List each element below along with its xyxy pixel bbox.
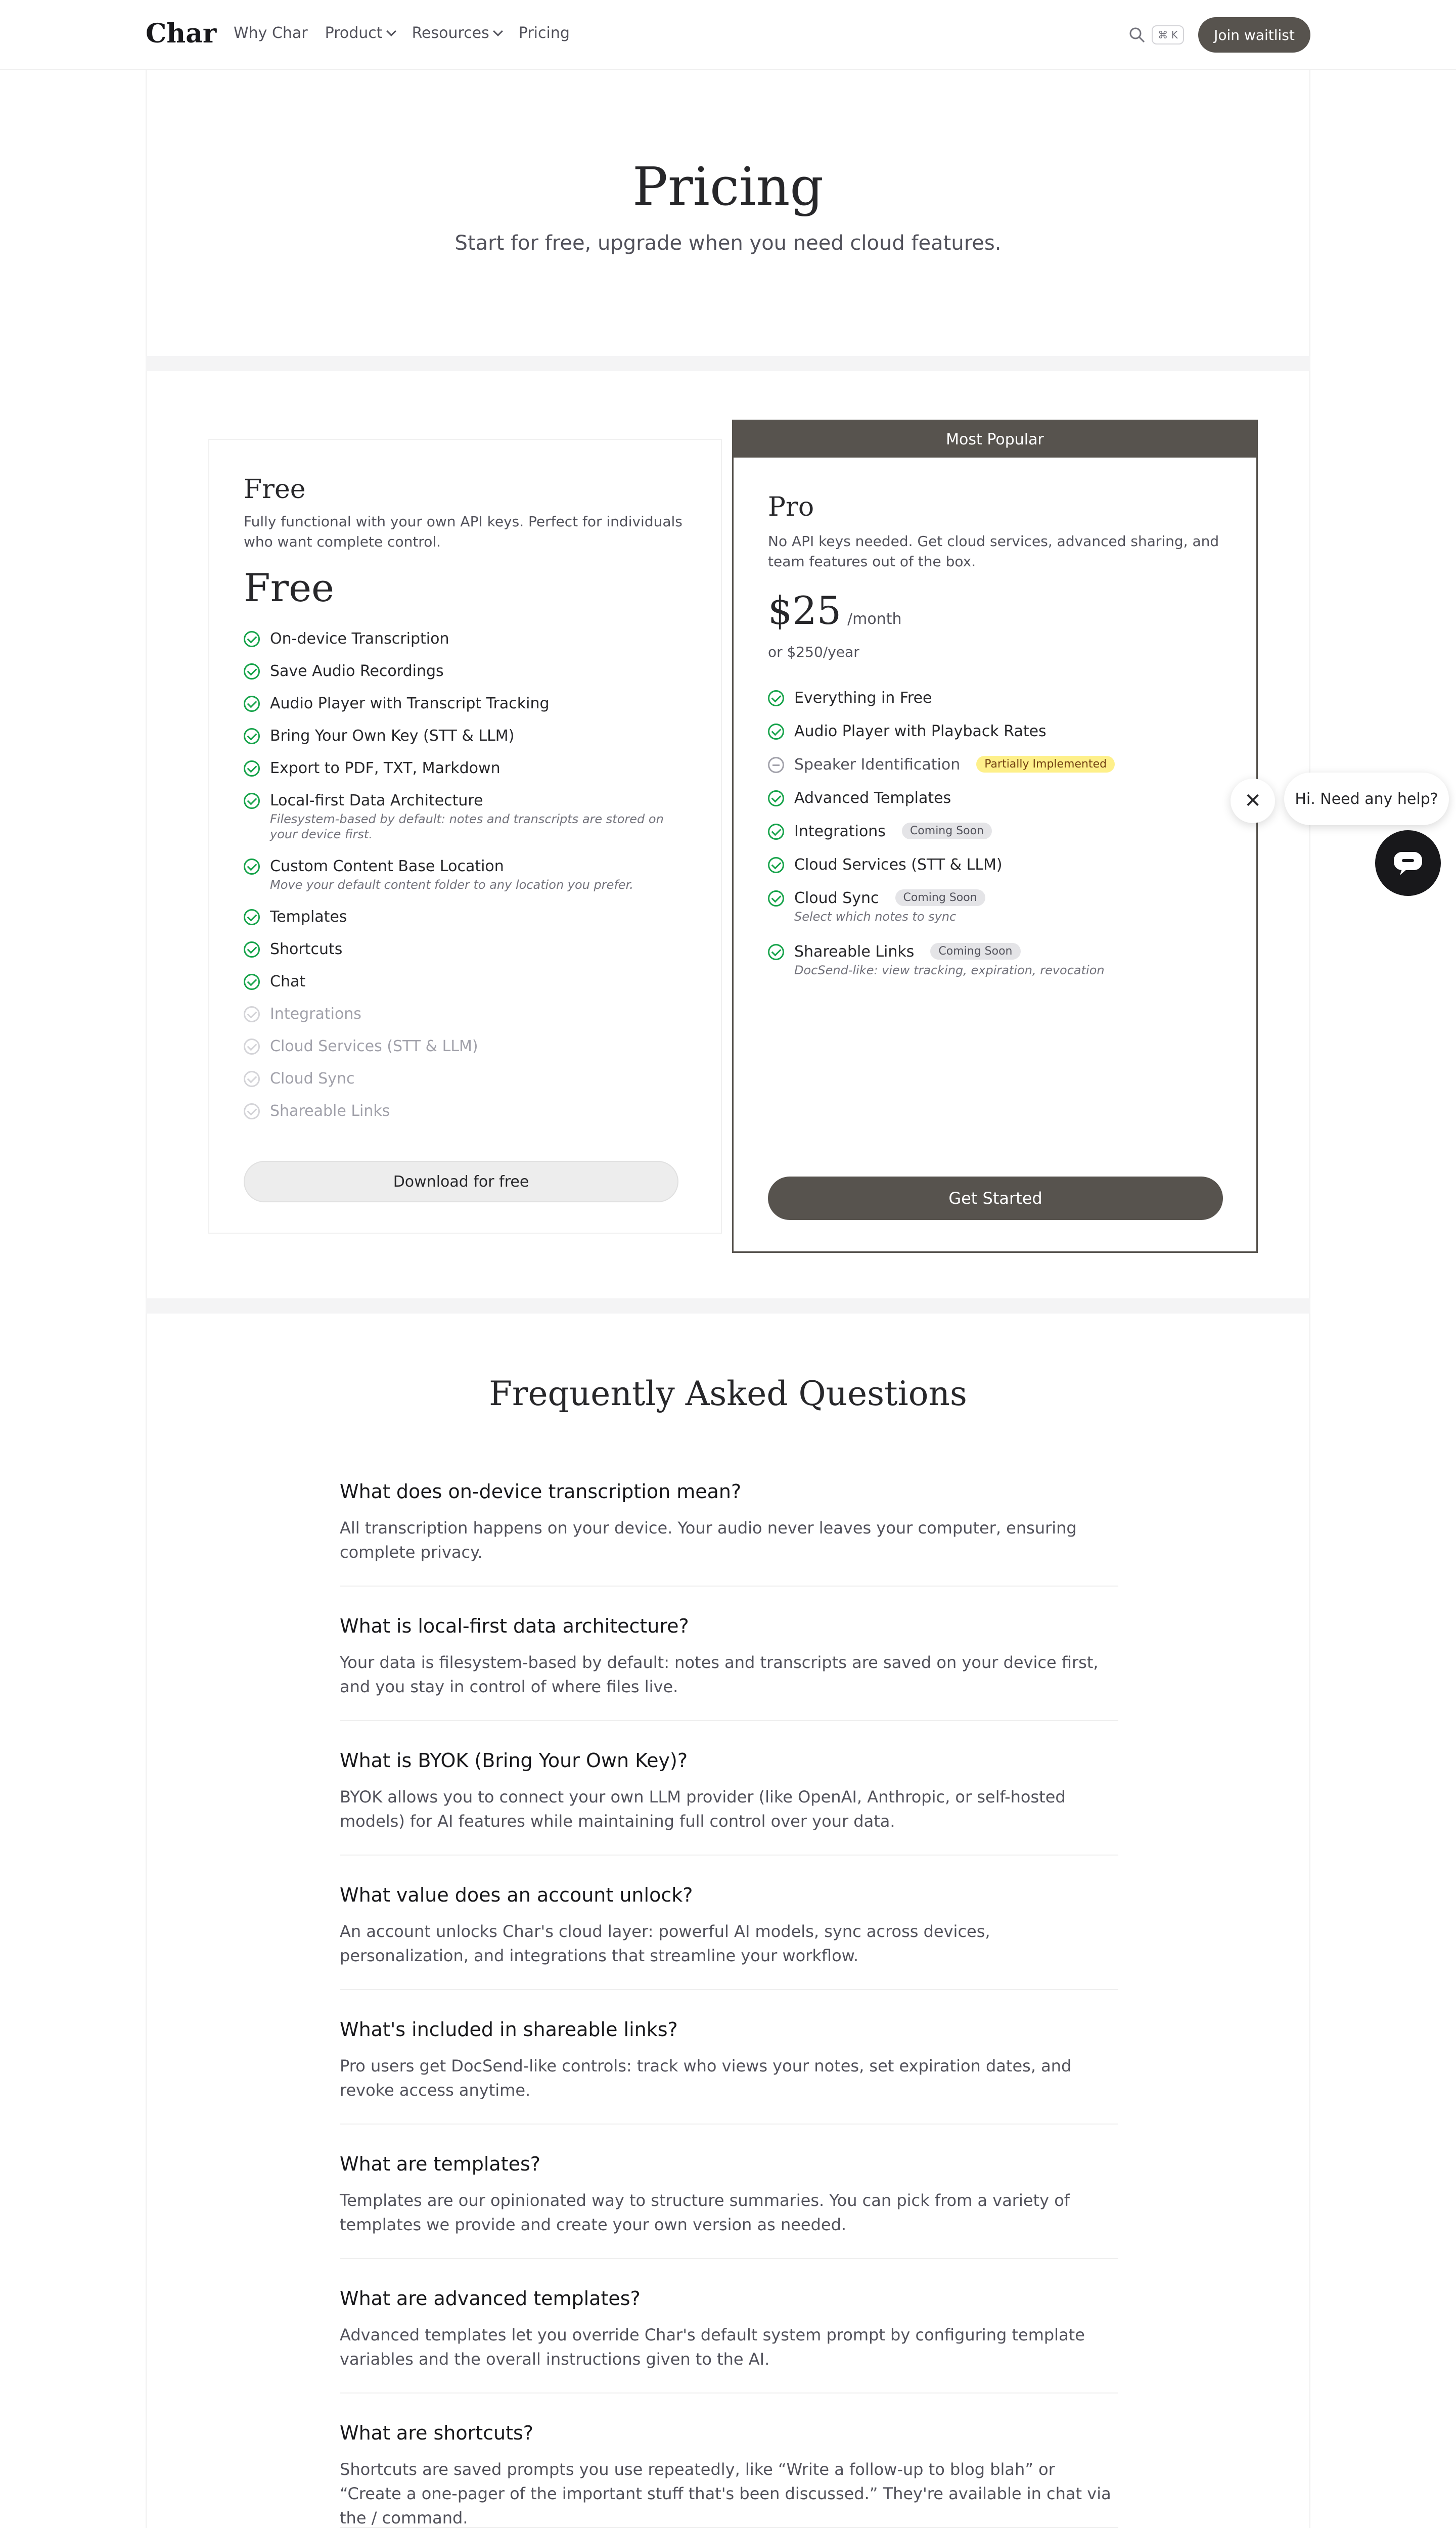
feature-label: Local-first Data Architecture — [270, 792, 483, 809]
check-circle-icon — [768, 724, 784, 740]
get-started-button[interactable]: Get Started — [768, 1177, 1223, 1220]
check-circle-icon — [768, 824, 784, 840]
nav-link-why-char[interactable] — [234, 24, 308, 42]
search-icon[interactable] — [1128, 26, 1146, 43]
status-badge: Partially Implemented — [976, 756, 1115, 773]
search-shortcut-badge: ⌘ K — [1152, 25, 1184, 44]
feature-list — [244, 630, 685, 1135]
feature-item-disabled — [244, 1037, 685, 1070]
feature-label: Shareable Links — [270, 1102, 390, 1120]
feature-note: Move your default content folder to any location you prefer. — [270, 878, 633, 892]
feature-label: Save Audio Recordings — [270, 662, 444, 680]
feature-label: Integrations — [794, 823, 886, 840]
chat-icon — [1392, 849, 1424, 877]
chevron-down-icon — [493, 26, 503, 36]
feature-item — [244, 695, 685, 727]
nav-link-label: Pricing — [518, 24, 570, 42]
feature-item — [768, 889, 1115, 943]
faq-answer: All transcription happens on your device. Your audio never leaves your computer, ensuring complete privacy. — [340, 1518, 1077, 1562]
status-badge: Coming Soon — [895, 889, 985, 906]
feature-label: Bring Your Own Key (STT & LLM) — [270, 727, 515, 745]
chat-launcher-button[interactable] — [1375, 830, 1441, 896]
plan-name: Pro — [768, 492, 814, 522]
feature-item — [768, 943, 1115, 997]
feature-item — [768, 789, 1115, 823]
faq-answer: BYOK allows you to connect your own LLM provider (like OpenAI, Anthropic, or self-hosted models) for AI features while maintaining full control over your data. — [340, 1787, 1066, 1831]
check-circle-icon — [244, 793, 260, 809]
status-badge: Coming Soon — [930, 943, 1020, 960]
feature-label: Export to PDF, TXT, Markdown — [270, 759, 500, 777]
faq-title: Frequently Asked Questions — [489, 1374, 967, 1413]
plan-description: No API keys needed. Get cloud services, advanced sharing, and team features out of the box. — [768, 533, 1219, 570]
faq-item — [340, 2153, 1118, 2259]
feature-item — [244, 662, 685, 695]
check-circle-icon — [244, 859, 260, 875]
plan-price-row — [768, 588, 902, 633]
feature-label: Cloud Services (STT & LLM) — [270, 1037, 478, 1055]
check-circle-icon — [244, 941, 260, 958]
faq-question: What are shortcuts? — [340, 2422, 533, 2444]
check-circle-icon — [244, 1006, 260, 1022]
faq-answer: Shortcuts are saved prompts you use repeatedly, like “Write a follow-up to blog blah” or “Create a one-pager of the important stuff that's been discussed.” They're available in chat via the / command. — [340, 2460, 1111, 2527]
section-divider — [146, 356, 1310, 371]
check-circle-icon — [244, 663, 260, 680]
feature-item — [768, 723, 1115, 756]
feature-label: On-device Transcription — [270, 630, 449, 648]
check-circle-icon — [768, 857, 784, 873]
feature-label: Advanced Templates — [794, 789, 951, 807]
check-circle-icon — [768, 690, 784, 706]
feature-item — [768, 856, 1115, 889]
plan-period: /month — [847, 610, 902, 628]
check-circle-icon — [768, 944, 784, 960]
faq-item — [340, 2287, 1118, 2394]
top-nav — [0, 0, 1456, 70]
download-free-button[interactable]: Download for free — [244, 1161, 678, 1202]
check-circle-icon — [244, 728, 260, 744]
faq-question: What does on-device transcription mean? — [340, 1480, 742, 1503]
feature-note: DocSend-like: view tracking, expiration, revocation — [794, 963, 1105, 977]
check-circle-icon — [244, 1039, 260, 1055]
feature-label: Integrations — [270, 1005, 361, 1023]
faq-answer: Pro users get DocSend-like controls: track who views your notes, set expiration dates, and revoke access anytime. — [340, 2056, 1072, 2100]
feature-label: Cloud Sync — [794, 889, 879, 907]
pro-plan-card — [732, 420, 1258, 1253]
feature-label: Everything in Free — [794, 689, 932, 707]
feature-note: Select which notes to sync — [794, 910, 957, 924]
feature-list — [768, 689, 1115, 997]
plan-price: Free — [244, 565, 335, 610]
check-circle-icon — [244, 696, 260, 712]
nav-link-label: Product — [325, 24, 383, 42]
feature-item — [244, 727, 685, 759]
nav-link-label: Resources — [412, 24, 489, 42]
faq-answer: Your data is filesystem-based by default: notes and transcripts are saved on your device first, and you stay in control of where files live. — [340, 1653, 1099, 1696]
faq-item — [340, 2018, 1118, 2125]
check-circle-icon — [244, 909, 260, 925]
feature-label: Shareable Links — [794, 943, 915, 961]
feature-label: Shortcuts — [270, 940, 343, 958]
feature-item — [768, 689, 1115, 723]
faq-question: What are advanced templates? — [340, 2287, 641, 2310]
section-divider — [146, 1298, 1310, 1314]
feature-note: Filesystem-based by default: notes and transcripts are stored on your device first. — [270, 812, 664, 841]
faq-answer: An account unlocks Char's cloud layer: powerful AI models, sync across devices, personalization, and integrations that streamline your workflow. — [340, 1922, 990, 1965]
feature-item — [244, 940, 685, 973]
faq-item — [340, 2422, 1118, 2528]
feature-item — [244, 759, 685, 792]
nav-link-label: Why Char — [234, 24, 308, 42]
free-plan-card — [208, 439, 722, 1234]
feature-item — [244, 973, 685, 1005]
faq-question: What are templates? — [340, 2153, 540, 2175]
faq-answer: Advanced templates let you override Char's default system prompt by configuring template variables and the overall instructions given to the AI. — [340, 2325, 1085, 2369]
faq-answer: Templates are our opinionated way to structure summaries. You can pick from a variety of templates we provide and create your own version as needed. — [340, 2191, 1070, 2234]
faq-question: What value does an account unlock? — [340, 1884, 693, 1906]
feature-item — [768, 823, 1115, 856]
feature-label: Audio Player with Playback Rates — [794, 723, 1046, 740]
feature-item — [768, 756, 1115, 789]
feature-item — [244, 792, 685, 857]
faq-question: What is BYOK (Bring Your Own Key)? — [340, 1749, 688, 1772]
check-circle-icon — [244, 1071, 260, 1087]
plan-price: $25 — [768, 588, 842, 633]
nav-link-product[interactable] — [325, 24, 395, 42]
faq-question: What's included in shareable links? — [340, 2018, 678, 2041]
feature-item — [244, 908, 685, 940]
chat-close-button[interactable]: ✕ — [1231, 779, 1275, 823]
feature-item — [244, 630, 685, 662]
faq-item — [340, 1480, 1118, 1587]
nav-link-pricing[interactable] — [519, 24, 570, 42]
feature-item-disabled — [244, 1102, 685, 1135]
faq-item — [340, 1749, 1118, 1856]
feature-label: Cloud Services (STT & LLM) — [794, 856, 1003, 874]
most-popular-banner: Most Popular — [734, 421, 1256, 458]
nav-link-resources[interactable] — [412, 24, 502, 42]
feature-label: Templates — [270, 908, 347, 926]
feature-label: Chat — [270, 973, 306, 990]
page-title: Pricing — [632, 156, 824, 217]
feature-item-disabled — [244, 1005, 685, 1037]
partial-circle-icon — [768, 757, 784, 773]
faq-question: What is local-first data architecture? — [340, 1615, 689, 1637]
feature-label: Speaker Identification — [794, 756, 961, 774]
check-circle-icon — [244, 1103, 260, 1119]
join-waitlist-button[interactable]: Join waitlist — [1198, 17, 1310, 53]
plan-yearly-price: or $250/year — [768, 644, 859, 660]
check-circle-icon — [244, 974, 260, 990]
feature-item — [244, 857, 685, 908]
chevron-down-icon — [386, 26, 396, 36]
check-circle-icon — [768, 790, 784, 806]
status-badge: Coming Soon — [902, 823, 992, 839]
feature-item-disabled — [244, 1070, 685, 1102]
nav-logo[interactable]: Char — [146, 18, 217, 49]
faq-item — [340, 1884, 1118, 1990]
check-circle-icon — [244, 760, 260, 777]
faq-item — [340, 1615, 1118, 1721]
nav-links — [234, 24, 570, 42]
feature-label: Custom Content Base Location — [270, 857, 504, 875]
plan-description: Fully functional with your own API keys. Perfect for individuals who want complete control. — [244, 513, 682, 550]
plan-name: Free — [244, 474, 306, 505]
feature-label: Audio Player with Transcript Tracking — [270, 695, 550, 712]
feature-label: Cloud Sync — [270, 1070, 355, 1088]
chat-greeting-bubble[interactable]: Hi. Need any help? — [1284, 773, 1449, 825]
page-subtitle: Start for free, upgrade when you need cloud features. — [454, 232, 1002, 255]
check-circle-icon — [768, 890, 784, 907]
check-circle-icon — [244, 631, 260, 647]
